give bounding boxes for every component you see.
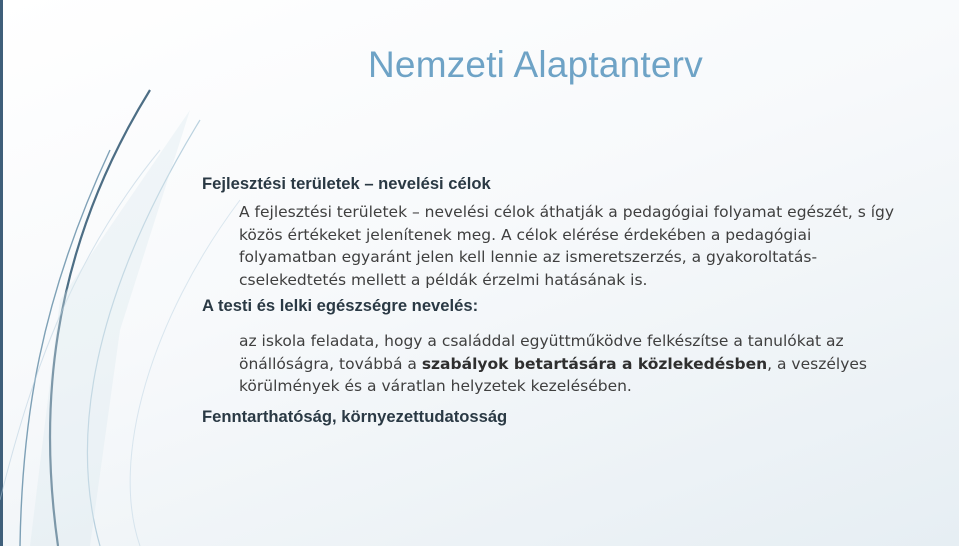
slide-content — [202, 174, 902, 427]
section-text-fejlesztesi: A fejlesztési területek – nevelési célok áthatják a pedagógiai folyamat egészét, s így közös értékeket jelenítenek meg. A célok elérése érdekében a pedagógiai folyamatban egyaránt jelen kell lennie az ismeretszerzés, a gyakoroltatás-cselekedtetés mellett a példák érzelmi hatásának is. — [239, 203, 895, 289]
text-part-1: az iskola feladata, hogy a családdal együttműködve felkészítse a tanulókat az önállóságra, továbbá a — [239, 332, 844, 373]
section-text-egeszseg — [239, 330, 902, 398]
section-heading-fenntarthatosag: Fenntarthatóság, környezettudatosság — [202, 406, 508, 426]
slide-title: Nemzeti Alaptanterv — [368, 44, 703, 85]
section-heading-fejlesztesi: Fejlesztési területek – nevelési célok — [202, 174, 491, 193]
text-part-2: , a veszélyes körülmények és a váratlan helyzetek kezelésében. — [239, 354, 867, 395]
bold-highlight: szabályok betartására a közlekedésben — [421, 354, 768, 373]
section-heading-egeszseg: A testi és lelki egészségre nevelés: — [202, 296, 479, 315]
